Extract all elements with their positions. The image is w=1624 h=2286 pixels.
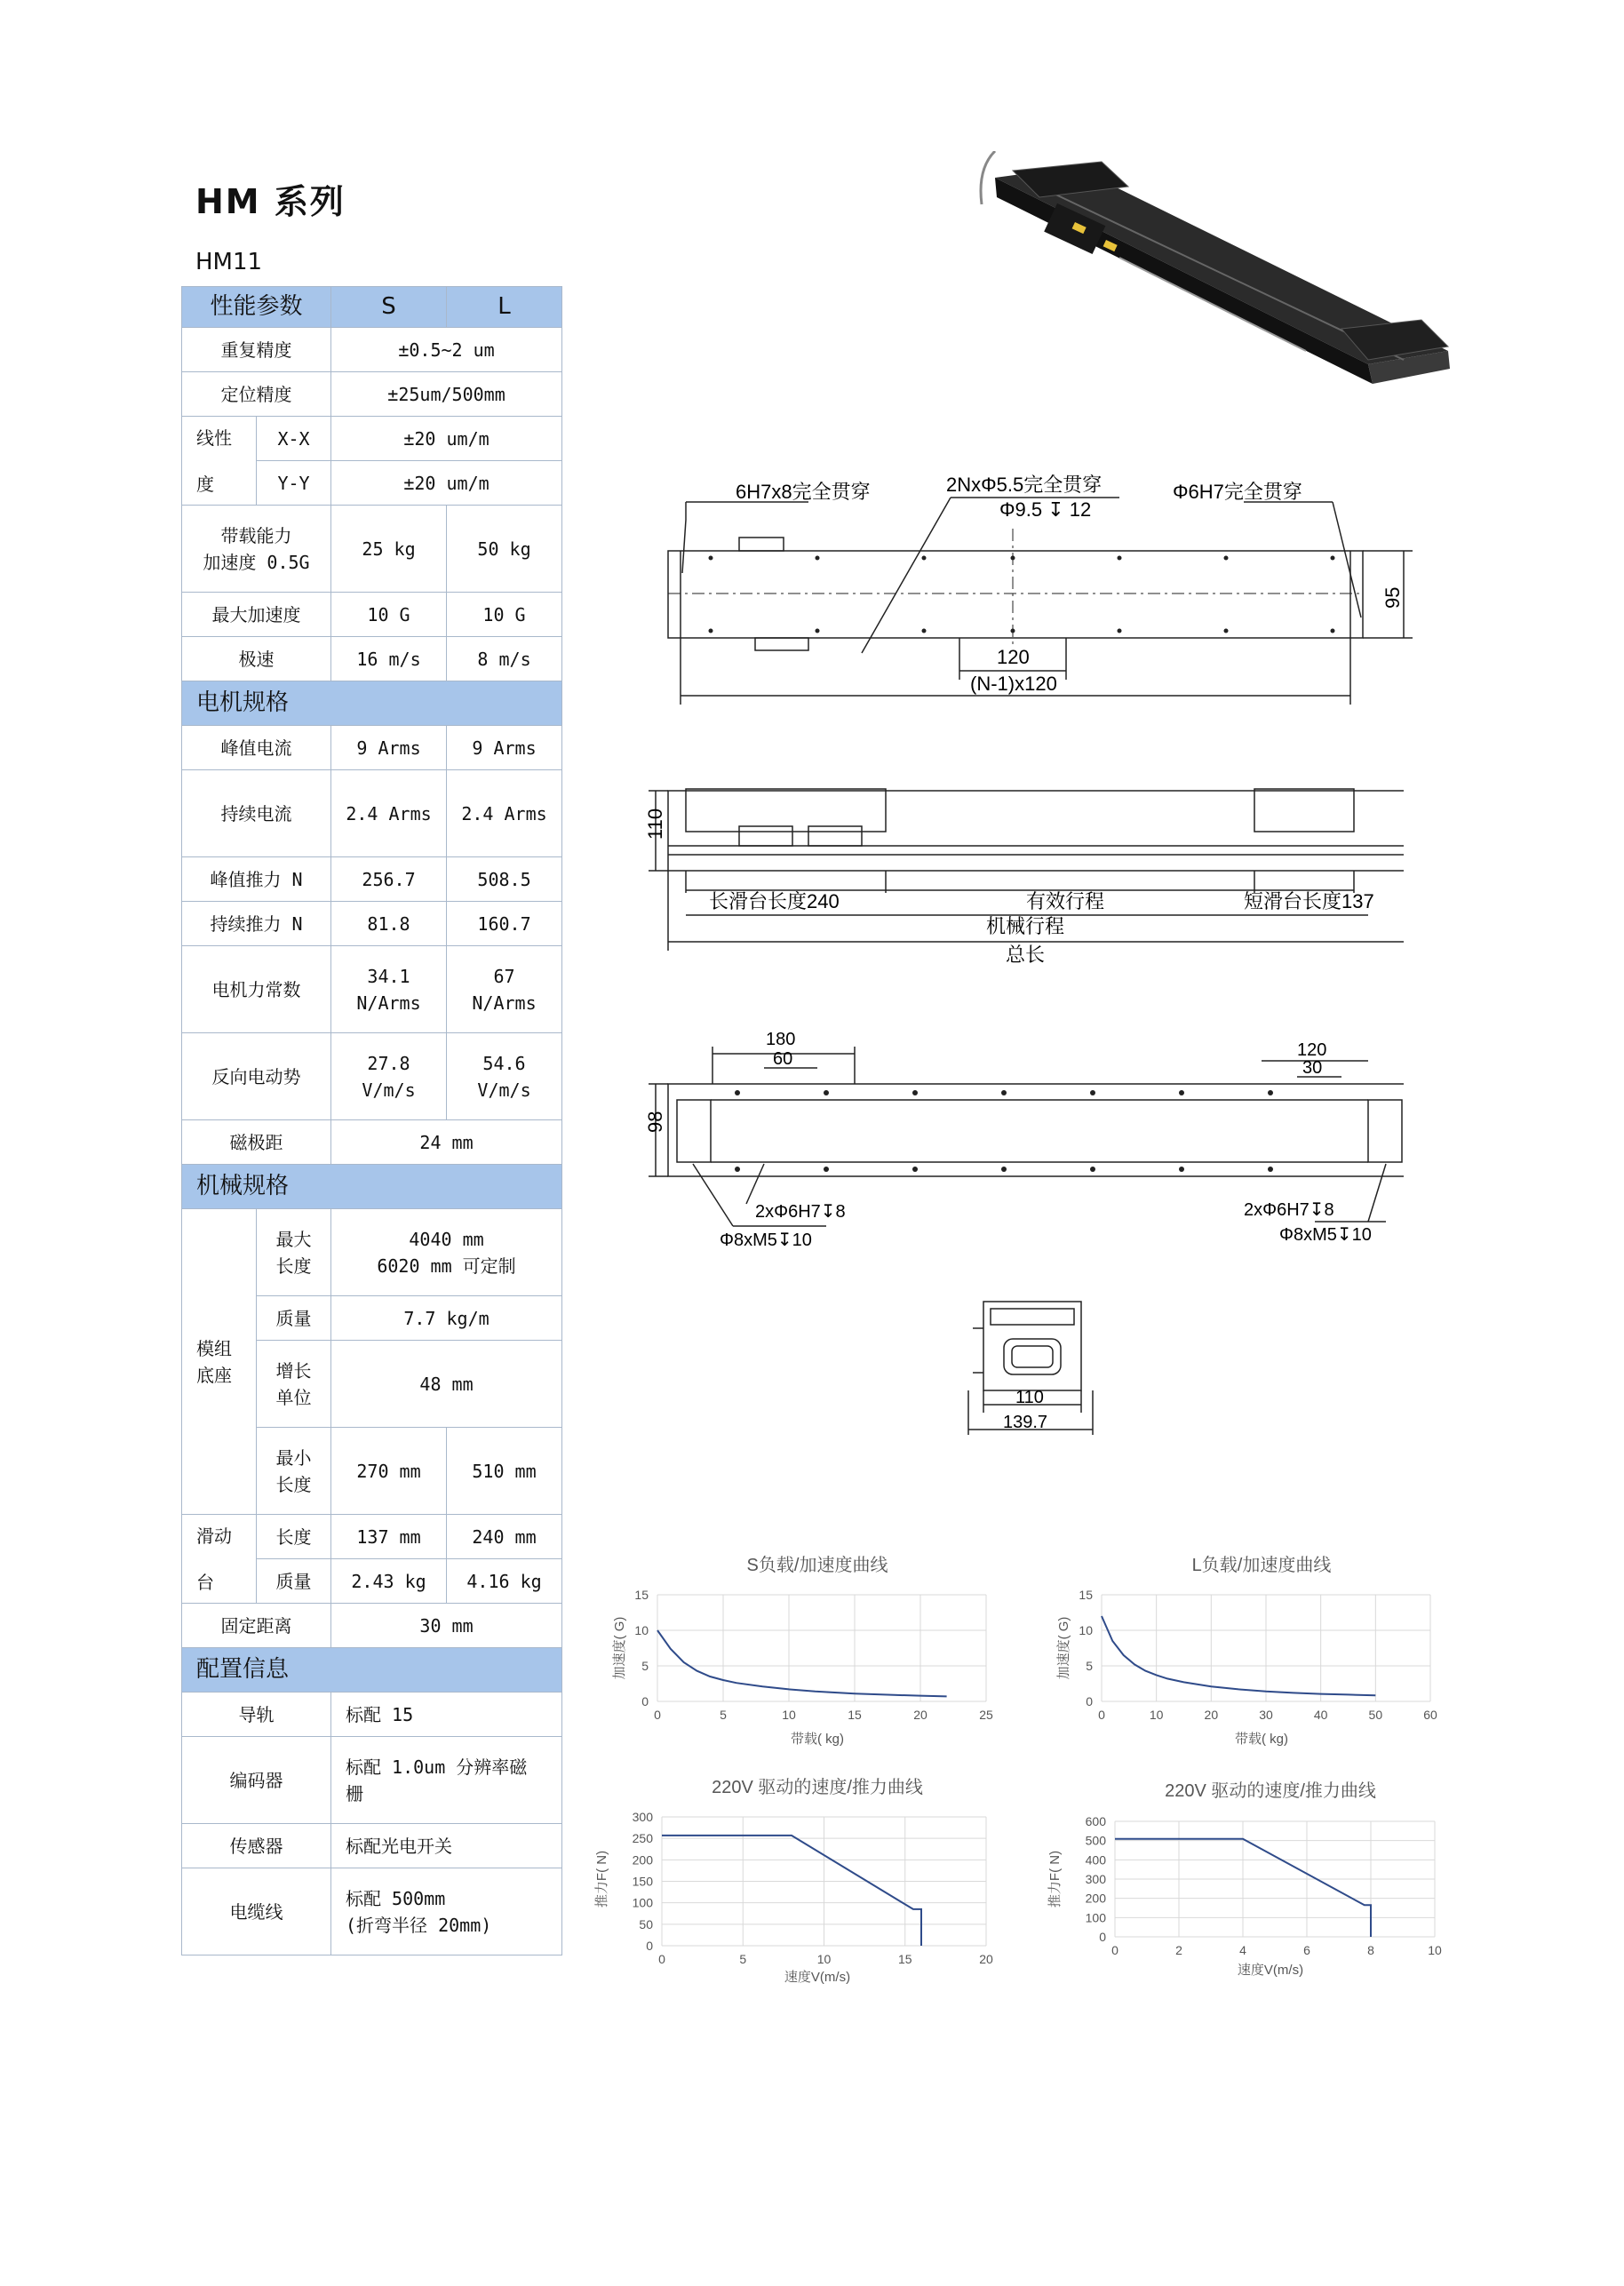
x-tick-label: 5 xyxy=(739,1952,747,1966)
x-tick-label: 10 xyxy=(782,1708,796,1722)
max-acc-s: 10 G xyxy=(331,593,447,637)
mass-value: 7.7 kg/m xyxy=(331,1296,562,1341)
top-view-drawing xyxy=(657,466,1439,715)
side-dim-height: 110 xyxy=(644,808,666,840)
increment-label: 增长 单位 xyxy=(257,1341,331,1428)
chart-ylabel: 推力F( N) xyxy=(1047,1850,1063,1908)
slider-mass-s: 2.43 kg xyxy=(331,1559,447,1604)
top-hole-b: 2NxΦ5.5完全贯穿 xyxy=(946,474,1103,496)
series-line xyxy=(662,1836,921,1946)
x-tick-label: 10 xyxy=(1428,1943,1442,1957)
max-speed-label: 极速 xyxy=(182,637,331,681)
peak-force-s: 256.7 xyxy=(331,857,447,902)
x-tick-label: 20 xyxy=(913,1708,927,1722)
peak-current-l: 9 Arms xyxy=(447,726,562,770)
max-acc-label: 最大加速度 xyxy=(182,593,331,637)
x-tick-label: 8 xyxy=(1367,1943,1374,1957)
y-tick-label: 150 xyxy=(632,1874,653,1889)
cont-current-s: 2.4 Arms xyxy=(331,770,447,857)
model-label: HM11 xyxy=(195,249,263,275)
end-view-drawing xyxy=(964,1293,1097,1435)
side-total: 总长 xyxy=(1006,944,1046,966)
x-tick-label: 20 xyxy=(979,1952,993,1966)
max-speed-l: 8 m/s xyxy=(447,637,562,681)
max-acc-l: 10 G xyxy=(447,593,562,637)
linearity-xx-value: ±20 um/m xyxy=(331,417,562,461)
load-s: 25 kg xyxy=(331,506,447,593)
y-tick-label: 10 xyxy=(634,1623,649,1637)
cont-current-label: 持续电流 xyxy=(182,770,331,857)
bottom-dim-height: 98 xyxy=(644,1111,666,1133)
rail-label: 导轨 xyxy=(182,1693,331,1737)
chart-s-speed-force xyxy=(586,1768,1013,1990)
x-tick-label: 0 xyxy=(658,1952,665,1966)
x-tick-label: 15 xyxy=(848,1708,862,1722)
cable-label: 电缆线 xyxy=(182,1868,331,1955)
bottom-d120: 120 xyxy=(1297,1040,1327,1060)
position-value: ±25um/500mm xyxy=(331,372,562,417)
side-stroke: 有效行程 xyxy=(1026,890,1105,912)
increment-value: 48 mm xyxy=(331,1341,562,1428)
y-tick-label: 0 xyxy=(1099,1930,1106,1944)
y-tick-label: 200 xyxy=(1085,1891,1106,1906)
top-dim-n: (N-1)x120 xyxy=(970,673,1057,695)
position-label: 定位精度 xyxy=(182,372,331,417)
force-const-l: 67 N/Arms xyxy=(447,946,562,1033)
series-title: HM 系列 xyxy=(195,182,346,221)
min-len-label: 最小 长度 xyxy=(257,1428,331,1515)
x-tick-label: 0 xyxy=(654,1708,661,1722)
product-image xyxy=(942,151,1457,418)
x-tick-label: 10 xyxy=(1149,1708,1164,1722)
x-tick-label: 6 xyxy=(1303,1943,1310,1957)
config-section-header: 配置信息 xyxy=(182,1648,562,1693)
peak-force-l: 508.5 xyxy=(447,857,562,902)
bottom-label-c: 2xΦ6H7↧8 xyxy=(1244,1200,1334,1220)
top-hole-b2: Φ9.5 ↧ 12 xyxy=(999,498,1092,521)
chart-ylabel: 加速度( G) xyxy=(612,1616,627,1680)
motor-section-header: 电机规格 xyxy=(182,681,562,726)
y-tick-label: 300 xyxy=(1085,1872,1106,1886)
chart-xlabel: 速度V(m/s) xyxy=(784,1970,851,1985)
side-mech-stroke: 机械行程 xyxy=(986,915,1065,937)
linearity-xx-label: X-X xyxy=(257,417,331,461)
load-l: 50 kg xyxy=(447,506,562,593)
y-tick-label: 300 xyxy=(632,1810,653,1824)
fixed-dist-value: 30 mm xyxy=(331,1604,562,1648)
y-tick-label: 0 xyxy=(1086,1694,1093,1709)
x-tick-label: 50 xyxy=(1368,1708,1383,1722)
repeat-label: 重复精度 xyxy=(182,328,331,372)
chart-s-load-acc xyxy=(604,1546,1013,1768)
rail-value: 标配 15 xyxy=(331,1693,562,1737)
fixed-dist-label: 固定距离 xyxy=(182,1604,331,1648)
top-dim-height: 95 xyxy=(1381,586,1404,609)
top-dim-pitch: 120 xyxy=(997,646,1030,668)
chart-title: 220V 驱动的速度/推力曲线 xyxy=(712,1778,923,1797)
side-view-drawing xyxy=(622,773,1404,977)
chart-ylabel: 推力F( N) xyxy=(594,1850,609,1908)
y-tick-label: 0 xyxy=(646,1939,653,1953)
x-tick-label: 60 xyxy=(1423,1708,1437,1722)
bottom-view-drawing xyxy=(622,1022,1404,1253)
back-emf-l: 54.6 V/m/s xyxy=(447,1033,562,1120)
slider-len-label: 长度 xyxy=(257,1515,331,1559)
header-param: 性能参数 xyxy=(182,287,331,328)
y-tick-label: 10 xyxy=(1079,1623,1093,1637)
max-len-label: 最大 长度 xyxy=(257,1209,331,1296)
chart-ylabel: 加速度( G) xyxy=(1056,1616,1071,1680)
chart-title: 220V 驱动的速度/推力曲线 xyxy=(1165,1781,1376,1801)
cont-current-l: 2.4 Arms xyxy=(447,770,562,857)
pole-pitch-label: 磁极距 xyxy=(182,1120,331,1165)
y-tick-label: 5 xyxy=(641,1659,649,1673)
header-s: S xyxy=(331,287,447,328)
x-tick-label: 2 xyxy=(1175,1943,1182,1957)
load-label: 带载能力 加速度 0.5G xyxy=(182,506,331,593)
slider-label: 滑动 台 xyxy=(182,1515,257,1604)
side-short-slider: 短滑台长度137 xyxy=(1244,890,1374,912)
slider-len-l: 240 mm xyxy=(447,1515,562,1559)
x-tick-label: 10 xyxy=(816,1952,832,1966)
encoder-label: 编码器 xyxy=(182,1737,331,1824)
x-tick-label: 30 xyxy=(1259,1708,1273,1722)
sensor-value: 标配光电开关 xyxy=(331,1824,562,1868)
sensor-label: 传感器 xyxy=(182,1824,331,1868)
max-len-value: 4040 mm 6020 mm 可定制 xyxy=(331,1209,562,1296)
x-tick-label: 5 xyxy=(720,1708,727,1722)
bottom-d30: 30 xyxy=(1302,1058,1323,1078)
x-tick-label: 0 xyxy=(1111,1943,1118,1957)
y-tick-label: 100 xyxy=(632,1895,653,1910)
header-l: L xyxy=(447,287,562,328)
bottom-label-b: Φ8xM5↧10 xyxy=(720,1231,812,1250)
y-tick-label: 250 xyxy=(632,1831,653,1846)
linearity-yy-label: Y-Y xyxy=(257,461,331,506)
x-tick-label: 20 xyxy=(1204,1708,1219,1722)
bottom-label-d: Φ8xM5↧10 xyxy=(1279,1225,1372,1245)
chart-title: S负载/加速度曲线 xyxy=(746,1556,888,1575)
bottom-d60: 60 xyxy=(773,1049,793,1069)
mech-section-header: 机械规格 xyxy=(182,1165,562,1209)
x-tick-label: 4 xyxy=(1239,1943,1246,1957)
side-long-slider: 长滑台长度240 xyxy=(709,890,840,912)
series-line xyxy=(657,1630,947,1696)
x-tick-label: 0 xyxy=(1098,1708,1105,1722)
chart-xlabel: 速度V(m/s) xyxy=(1237,1963,1304,1978)
base-label: 模组 底座 xyxy=(182,1209,257,1515)
y-tick-label: 15 xyxy=(1079,1588,1093,1602)
spec-table xyxy=(181,286,562,1955)
chart-xlabel: 带载( kg) xyxy=(790,1732,845,1747)
y-tick-label: 50 xyxy=(639,1916,653,1932)
back-emf-s: 27.8 V/m/s xyxy=(331,1033,447,1120)
max-speed-s: 16 m/s xyxy=(331,637,447,681)
peak-current-label: 峰值电流 xyxy=(182,726,331,770)
y-tick-label: 5 xyxy=(1086,1659,1093,1673)
chart-title: L负载/加速度曲线 xyxy=(1191,1556,1332,1575)
mass-label: 质量 xyxy=(257,1296,331,1341)
chart-xlabel: 带载( kg) xyxy=(1234,1732,1289,1747)
y-tick-label: 400 xyxy=(1085,1852,1106,1868)
repeat-value: ±0.5~2 um xyxy=(331,328,562,372)
top-hole-c: Φ6H7完全贯穿 xyxy=(1173,481,1302,503)
slider-mass-l: 4.16 kg xyxy=(447,1559,562,1604)
y-tick-label: 0 xyxy=(641,1694,649,1709)
min-len-s: 270 mm xyxy=(331,1428,447,1515)
linearity-label: 线性 度 xyxy=(182,417,257,506)
y-tick-label: 200 xyxy=(632,1852,653,1868)
y-tick-label: 100 xyxy=(1085,1910,1106,1925)
cont-force-label: 持续推力 N xyxy=(182,902,331,946)
chart-l-speed-force xyxy=(1039,1768,1457,1990)
chart-l-load-acc xyxy=(1048,1546,1457,1768)
peak-current-s: 9 Arms xyxy=(331,726,447,770)
x-tick-label: 25 xyxy=(979,1708,993,1722)
y-tick-label: 15 xyxy=(634,1588,649,1602)
y-tick-label: 600 xyxy=(1085,1814,1106,1828)
slider-len-s: 137 mm xyxy=(331,1515,447,1559)
pole-pitch-value: 24 mm xyxy=(331,1120,562,1165)
bottom-d180: 180 xyxy=(766,1030,796,1049)
x-tick-label: 15 xyxy=(897,1952,912,1966)
y-tick-label: 500 xyxy=(1085,1833,1106,1848)
force-const-s: 34.1 N/Arms xyxy=(331,946,447,1033)
cont-force-l: 160.7 xyxy=(447,902,562,946)
end-d110: 110 xyxy=(1015,1388,1044,1407)
x-tick-label: 40 xyxy=(1313,1708,1328,1722)
series-line xyxy=(1102,1616,1375,1695)
cont-force-s: 81.8 xyxy=(331,902,447,946)
force-const-label: 电机力常数 xyxy=(182,946,331,1033)
cable-value: 标配 500mm (折弯半径 20mm) xyxy=(331,1868,562,1955)
peak-force-label: 峰值推力 N xyxy=(182,857,331,902)
min-len-l: 510 mm xyxy=(447,1428,562,1515)
end-d139: 139.7 xyxy=(1003,1413,1048,1432)
slider-mass-label: 质量 xyxy=(257,1559,331,1604)
bottom-label-a: 2xΦ6H7↧8 xyxy=(755,1202,846,1222)
linearity-yy-value: ±20 um/m xyxy=(331,461,562,506)
encoder-value: 标配 1.0um 分辨率磁 栅 xyxy=(331,1737,562,1824)
back-emf-label: 反向电动势 xyxy=(182,1033,331,1120)
top-hole-a: 6H7x8完全贯穿 xyxy=(736,481,871,503)
